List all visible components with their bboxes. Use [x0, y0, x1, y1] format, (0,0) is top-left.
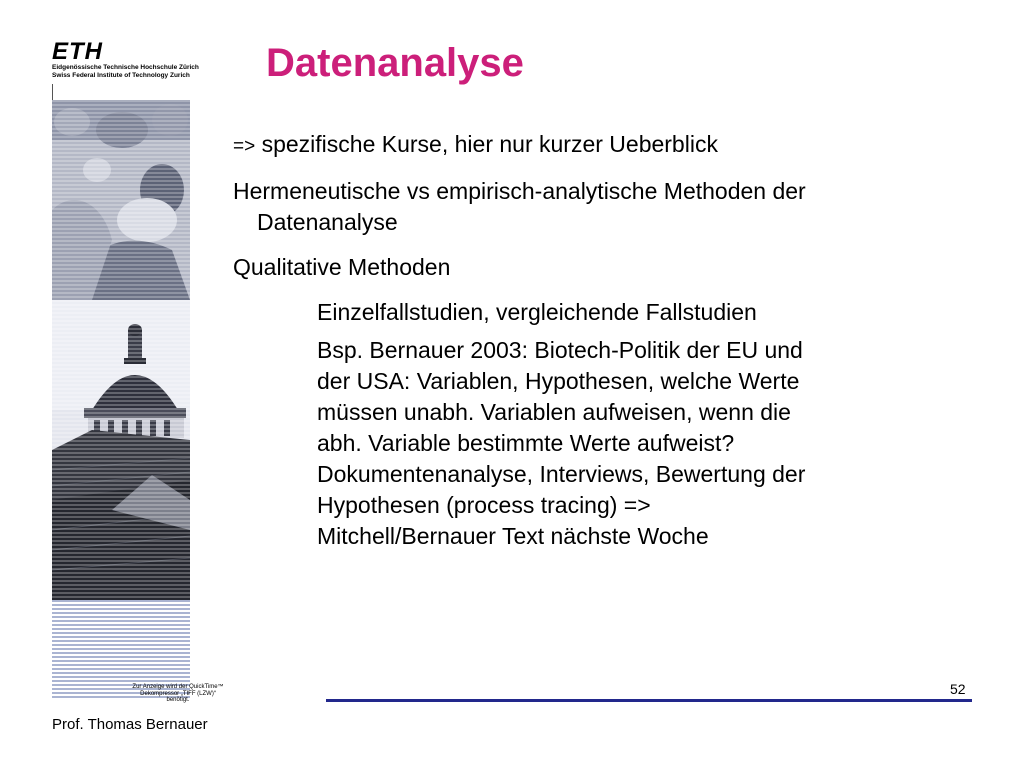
- example-line: abh. Variable bestimmte Werte aufweist?: [317, 430, 735, 456]
- example-line: der USA: Variablen, Hypothesen, welche Werte: [317, 368, 800, 394]
- students-photo: [52, 100, 190, 300]
- example-line: Hypothesen (process tracing) =>: [317, 492, 651, 518]
- eth-logo: [52, 40, 202, 80]
- example-line: müssen unabh. Variablen aufweisen, wenn die: [317, 399, 791, 425]
- example-line: Bsp. Bernauer 2003: Biotech-Politik der EU und: [317, 337, 803, 363]
- author-name: Prof. Thomas Bernauer: [52, 716, 208, 733]
- quicktime-note-line: benötigt.: [166, 697, 190, 703]
- page-number: 52: [950, 681, 966, 697]
- example-line: Dokumentenanalyse, Interviews, Bewertung der: [317, 461, 806, 487]
- logo-mark: ETH: [52, 38, 103, 65]
- eth-dome-photo: [52, 300, 190, 600]
- example-line: Mitchell/Bernauer Text nächste Woche: [317, 523, 709, 549]
- quicktime-note-line: Zur Anzeige wird der QuickTime™: [132, 684, 224, 690]
- quicktime-note: [118, 684, 238, 704]
- logo-line-english: Swiss Federal Institute of Technology Zurich: [52, 72, 190, 79]
- sidebar-image: [52, 100, 190, 700]
- sub-bullet-example: [317, 335, 957, 552]
- slide-title: Datenanalyse: [266, 41, 524, 85]
- sub-bullet-case-studies: Einzelfallstudien, vergleichende Fallstudien: [317, 299, 757, 325]
- logo-line-german: Eidgenössische Technische Hochschule Zürich: [52, 64, 199, 71]
- bullet-methods-line: Hermeneutische vs empirisch-analytische Methoden der: [233, 178, 806, 204]
- footer-rule: [326, 699, 972, 702]
- bullet-qualitative: Qualitative Methoden: [233, 254, 451, 280]
- bullet-methods-line: Datenanalyse: [257, 209, 398, 235]
- bullet-methods: [233, 176, 806, 238]
- quicktime-note-line: Dekompressor „TIFF (LZW)“: [140, 690, 216, 697]
- bullet-courses: [233, 129, 718, 162]
- bullet-courses-text: spezifische Kurse, hier nur kurzer Ueberblick: [261, 131, 718, 157]
- arrow-glyph: =>: [233, 136, 256, 157]
